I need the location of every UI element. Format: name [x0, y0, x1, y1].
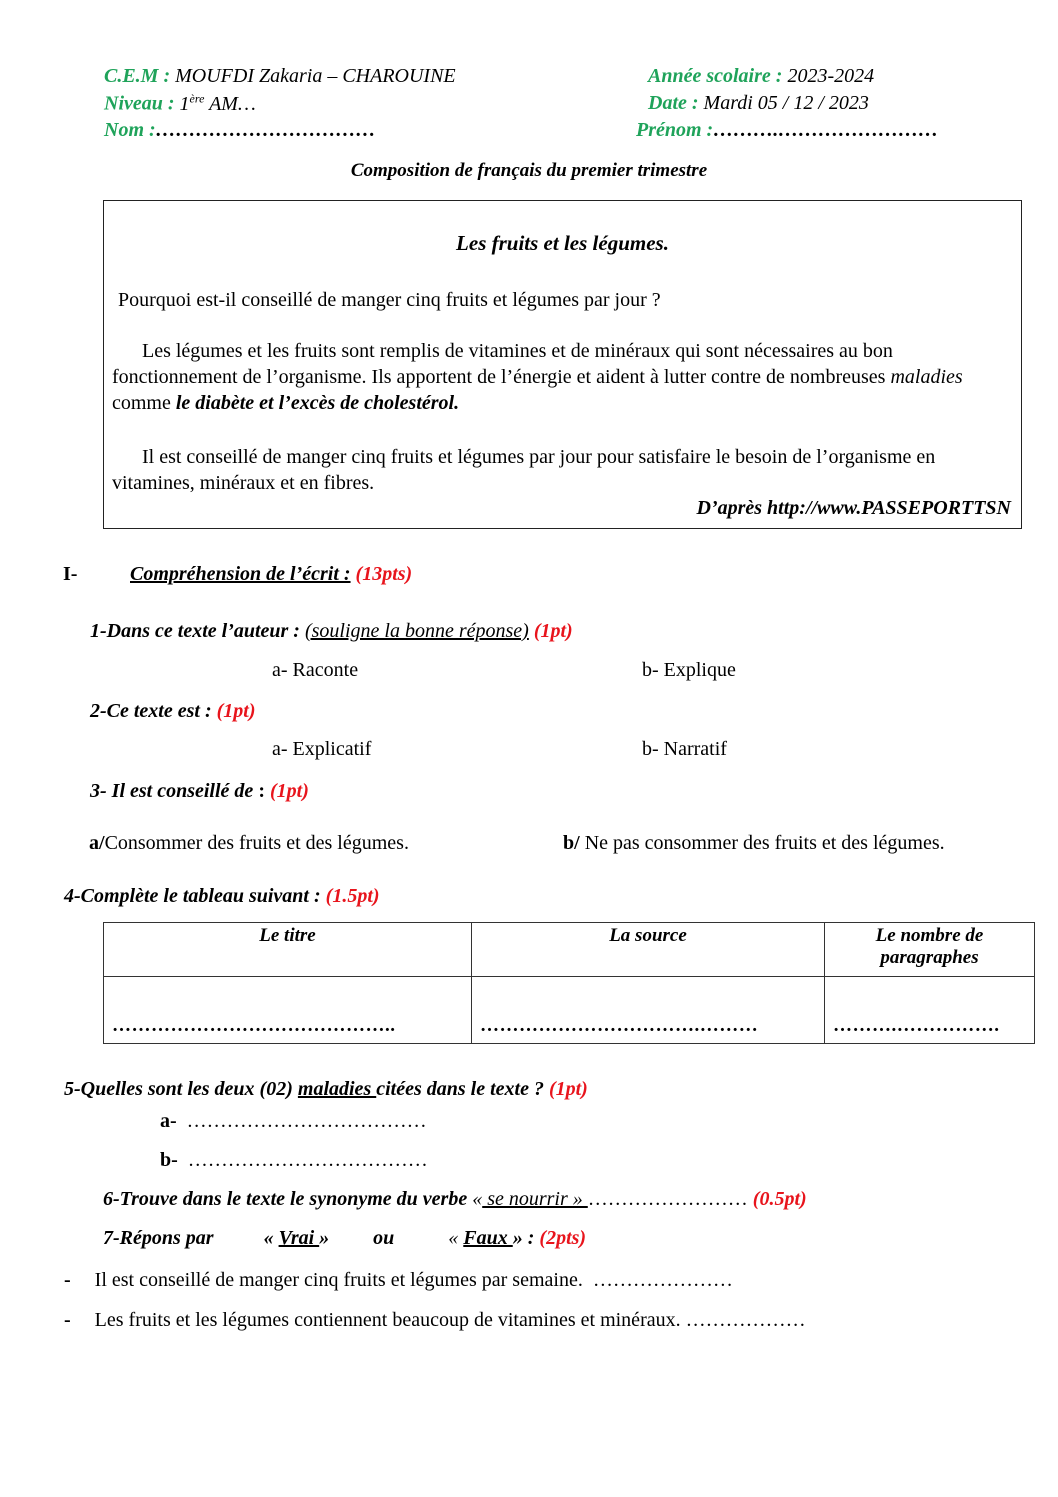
- cem-value: MOUFDI Zakaria – CHAROUINE: [175, 65, 456, 87]
- statement-2-text: Les fruits et les légumes contiennent beaucoup de vitamines et minéraux.: [94, 1309, 681, 1331]
- cell-nombre-blank[interactable]: ……….…………….: [825, 977, 1035, 1044]
- niveau-num: 1: [179, 92, 190, 115]
- q1-label: 1-Dans ce texte l’auteur :: [90, 620, 300, 642]
- section-title-line: [130, 563, 412, 586]
- q1-hint: (souligne la bonne réponse): [304, 620, 529, 642]
- q7-close1: »: [319, 1227, 330, 1249]
- date-label: Date :: [648, 92, 699, 114]
- section-number: I-: [63, 563, 78, 585]
- q7-faux: [448, 1227, 534, 1249]
- q5-a-prefix: a-: [160, 1110, 177, 1132]
- statement-2-blank[interactable]: ………………: [685, 1309, 806, 1331]
- q6-verb: se nourrir »: [482, 1188, 588, 1210]
- niveau-label: Niveau :: [104, 92, 175, 115]
- date-value: Mardi 05 / 12 / 2023: [703, 92, 869, 114]
- para1-text: Les légumes et les fruits sont remplis de vitamines et de minéraux qui sont nécessaires au bon fonctionnement de l’organisme. Ils apportent de l’énergie et aident à lutter contre de nombreuses: [112, 340, 893, 388]
- q3-label: 3- Il est conseillé de: [90, 780, 254, 802]
- prenom-label: Prénom :: [636, 119, 714, 141]
- prenom-blank[interactable]: ……….……………………: [713, 119, 939, 141]
- q7-vrai-word: Vrai: [278, 1227, 320, 1249]
- exam-title: Composition de français du premier trimestre: [350, 160, 708, 181]
- q2-points: (1pt): [216, 700, 256, 722]
- text-source: D’après http://www.PASSEPORTTSN: [696, 497, 1011, 519]
- nom-blank[interactable]: ……………………………: [155, 119, 376, 141]
- q4-label: 4-Complète le tableau suivant :: [64, 885, 321, 907]
- cem-line: [104, 64, 456, 88]
- q4-line: [64, 885, 380, 908]
- table-header-row: [104, 923, 1035, 977]
- text-paragraph-2: Il est conseillé de manger cinq fruits et légumes par jour pour satisfaire le besoin de l’organisme en vitamines, minéraux et en fibres.: [112, 446, 936, 494]
- q1-points: (1pt): [533, 620, 573, 642]
- q7-line: [103, 1227, 586, 1250]
- q5-label-end: citées dans le texte ?: [376, 1078, 544, 1100]
- q5-answer-a: [160, 1110, 427, 1133]
- q4-points: (1.5pt): [325, 885, 380, 907]
- q5-line: [64, 1078, 588, 1101]
- header-titre: Le titre: [104, 923, 472, 977]
- statement-2: [64, 1309, 806, 1332]
- annee-line: [648, 64, 874, 88]
- text-title: Les fruits et les légumes.: [456, 231, 669, 255]
- q7-faux-word: Faux: [463, 1227, 513, 1249]
- statement-1: [64, 1269, 733, 1292]
- statement-1-blank[interactable]: …………………: [592, 1269, 733, 1291]
- q6-label: 6-Trouve dans le texte le synonyme du verbe: [103, 1188, 468, 1210]
- q3-a-prefix: a/: [89, 832, 105, 854]
- q5-b-blank[interactable]: ………………………………: [187, 1149, 428, 1171]
- q5-answer-b: [160, 1149, 428, 1172]
- q3-a-text: Consommer des fruits et des légumes.: [104, 832, 409, 854]
- prenom-line: [636, 118, 938, 142]
- q7-points: (2pts): [539, 1227, 587, 1249]
- q7-open2: «: [448, 1227, 464, 1249]
- q7-vrai: [264, 1227, 330, 1249]
- q2-label: 2-Ce texte est :: [90, 700, 212, 722]
- statement-1-text: Il est conseillé de manger cinq fruits et légumes par semaine.: [94, 1269, 583, 1291]
- q5-label-underlined: maladies: [297, 1078, 377, 1100]
- q7-close2: » :: [512, 1227, 535, 1249]
- reading-text-box: [103, 200, 1022, 529]
- q2-line: [90, 700, 256, 723]
- q3-colon: :: [253, 780, 265, 802]
- q6-line: [103, 1188, 807, 1211]
- q5-label-start: 5-Quelles sont les deux (02): [64, 1078, 298, 1100]
- q6-blank[interactable]: ……………………: [587, 1188, 748, 1210]
- text-paragraph-1: [112, 338, 1013, 416]
- bullet-1: -: [64, 1269, 71, 1291]
- header-source: La source: [472, 923, 825, 977]
- para1-italic: maladies: [890, 366, 963, 388]
- q3-points: (1pt): [269, 780, 309, 802]
- cell-titre-blank[interactable]: ……………………………………..: [104, 977, 472, 1044]
- q1-option-a[interactable]: a- Raconte: [272, 659, 359, 681]
- nom-label: Nom :: [104, 119, 156, 141]
- q7-label: 7-Répons par: [103, 1227, 214, 1249]
- annee-value: 2023-2024: [787, 65, 875, 87]
- niveau-rest: AM…: [204, 92, 256, 115]
- section-title: Compréhension de l’écrit :: [130, 563, 351, 585]
- q6-open-quote: «: [467, 1188, 483, 1210]
- niveau-line: [104, 91, 256, 116]
- bullet-2: -: [64, 1309, 71, 1331]
- q5-b-prefix: b-: [160, 1149, 178, 1171]
- annee-label: Année scolaire :: [648, 65, 783, 87]
- para1-bold: le diabète et l’excès de cholestérol.: [175, 392, 460, 414]
- q7-open1: «: [263, 1227, 279, 1249]
- q4-table: [103, 922, 1035, 1044]
- q2-option-b[interactable]: b- Narratif: [642, 738, 727, 760]
- text-question: Pourquoi est-il conseillé de manger cinq fruits et légumes par jour ?: [118, 289, 661, 311]
- q3-option-b[interactable]: [563, 832, 945, 855]
- cem-label: C.E.M :: [104, 65, 171, 87]
- q7-ou: ou: [373, 1227, 395, 1249]
- cell-source-blank[interactable]: …………………………….………: [472, 977, 825, 1044]
- niveau-sup: ère: [189, 91, 205, 105]
- q3-option-a[interactable]: [89, 832, 409, 855]
- nom-line: [104, 118, 376, 142]
- q5-points: (1pt): [548, 1078, 588, 1100]
- q6-points: (0.5pt): [752, 1188, 807, 1210]
- table-row: [104, 977, 1035, 1044]
- niveau-value: [180, 93, 256, 115]
- q1-option-b[interactable]: b- Explique: [642, 659, 736, 681]
- q1-line: [90, 620, 573, 643]
- para1-mid: comme: [112, 392, 176, 414]
- section-points: (13pts): [355, 563, 413, 585]
- q5-a-blank[interactable]: ………………………………: [186, 1110, 427, 1132]
- q3-b-text: Ne pas consommer des fruits et des légumes.: [579, 832, 945, 854]
- q3-b-prefix: b/: [563, 832, 580, 854]
- q3-line: [90, 780, 309, 803]
- q2-option-a[interactable]: a- Explicatif: [272, 738, 372, 760]
- date-line: [648, 91, 869, 115]
- header-nombre-paragraphes: Le nombre de paragraphes: [825, 923, 1035, 977]
